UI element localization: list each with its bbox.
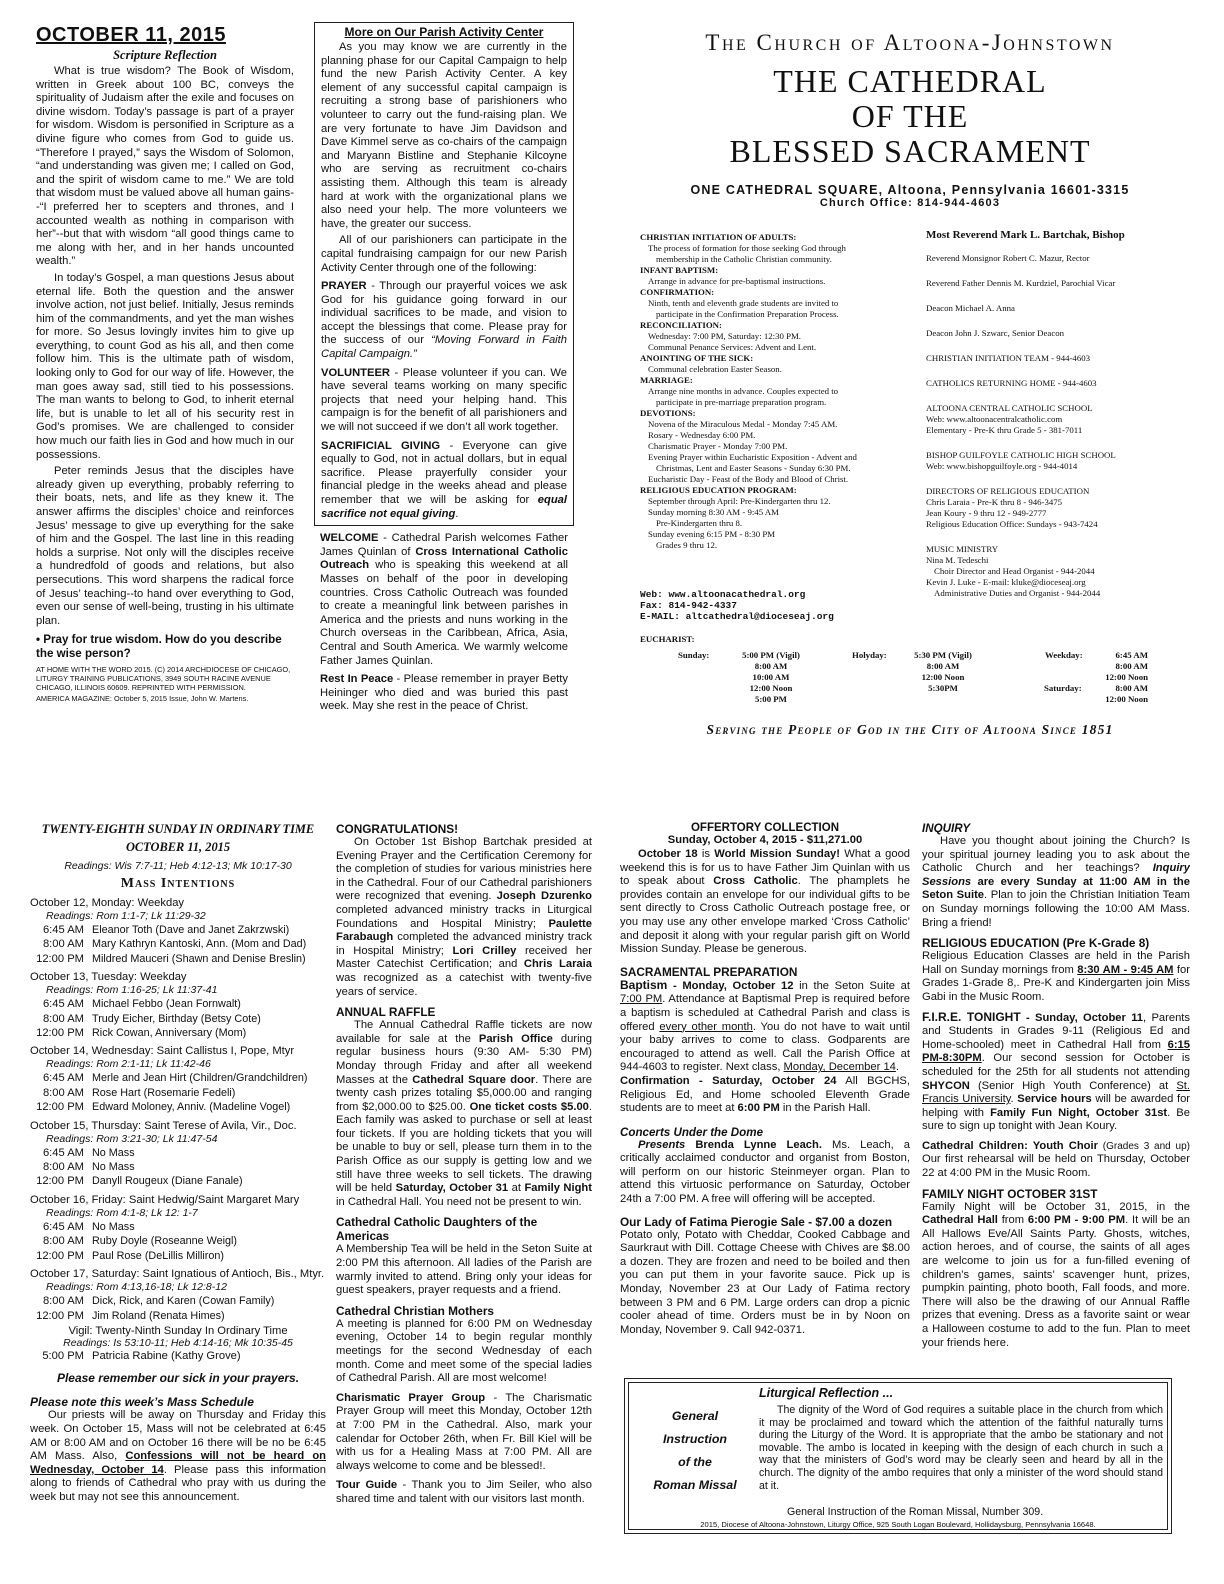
sacrament-line: Pre-Kindergarten thru 8.	[656, 518, 743, 528]
liturgical-source: General Instruction of the Roman Missal, Number 309.	[787, 1506, 1044, 1518]
mass-intentions-column	[30, 822, 326, 1540]
reflection-paragraph: In today’s Gospel, a man questions Jesus about eternal life. Both the question and the answer involve action, not just belief. Initially, Jesus reminds him of the commandments, and yet the man wishes for more. So Jesus lovingly invites him to give up everything, to count God as his all, and then come follow him. This is the ultimate path of wisdom, looking only to God for our way of life. However, the man goes away sad, still tied to his possessions. The man wants to belong to God, to inherit eternal life, but is unable to let all of his security rest in God’s promises. We are challenged to consider how much our faith lies in God and how much in our possessions.	[36, 271, 294, 461]
sacrament-heading: RELIGIOUS EDUCATION PROGRAM:	[640, 485, 797, 495]
mass-day-title: October 14, Wednesday: Saint Callistus I, Pope, Mtyr	[30, 1045, 295, 1058]
mass-day-title: October 13, Tuesday: Weekday	[30, 971, 187, 984]
sacrament-heading: DEVOTIONS:	[640, 408, 696, 418]
mass-intention-row	[30, 1220, 326, 1234]
sacrament-line: Sunday morning 8:30 AM - 9:45 AM	[648, 507, 779, 517]
mass-intention: Rick Cowan, Anniversary (Mom)	[92, 1027, 247, 1040]
sacrament-line: participate in pre-marriage preparation program.	[656, 397, 827, 407]
saturday-label: Saturday:	[1044, 683, 1082, 693]
mass-intention: Michael Febbo (Jean Fornwalt)	[92, 998, 241, 1011]
mass-day	[30, 1044, 326, 1114]
sacrament-line: participate in the Confirmation Preparation Process.	[656, 309, 839, 319]
mass-day-title: October 17, Saturday: Saint Ignatious of Antioch, Bis., Mtyr.	[30, 1268, 325, 1281]
web-link[interactable]: Web: www.altoonacathedral.org	[640, 589, 806, 600]
mass-time: 6:45 AM	[42, 924, 84, 936]
vigil-title: Vigil: Twenty-Ninth Sunday In Ordinary Time	[68, 1324, 288, 1337]
mass-day-readings: Readings: Rom 4:1-8; Lk 12: 1-7	[46, 1206, 198, 1219]
mass-day	[30, 1119, 326, 1189]
mass-intention-row	[30, 1294, 326, 1308]
rest-in-peace-paragraph: Rest In Peace - Please remember in prayer Betty Heininger who died and was buried this past week. May she rest in the peace of Christ.	[320, 673, 568, 713]
mass-intention: Jim Roland (Renata Himes)	[92, 1309, 225, 1322]
activity-paragraph: As you may know we are currently in the planning phase for our Capital Campaign to help fund the new Parish Activity Center. A key element of any successful capital campaign is recruiting a strong base of parishioners who volunteer to carry out the fund-raising plan. We are very fortunate to have Jim Davidson and Dave Kimmel serve as co-chairs of the campaign and Maryann Bistline and Stephanie Kilcoyne who are serving as recruitment co-chairs assisting them. Although this team is already hard at work with the organizational plans we also need your help. The more volunteers we have, the greater our success.	[321, 41, 567, 230]
mass-time: 5:30 PM (Vigil)	[914, 650, 972, 660]
prayer-paragraph: PRAYER - Through our prayerful voices we ask God for his guidance going forward in our individual sacrifices to be made, and vision to accept the blessings that come. Please pray for the success of our “Moving Forward in Faith Capital Campaign.”	[321, 280, 567, 361]
sacrament-heading: CHRISTIAN INITIATION OF ADULTS:	[640, 232, 797, 242]
vigil-readings: Readings: Is 53:10-11; Heb 4:14-16; Mk 10:35-45	[63, 1336, 293, 1349]
sacraments-list	[640, 232, 902, 577]
dre-block: DIRECTORS OF RELIGIOUS EDUCATION Chris Laraia - Pre-K thru 8 - 946-3475 Jean Koury - 9 thru 12 - 949-2777 Religious Education Office: Sundays - 943-7424	[926, 486, 1098, 529]
mass-time: 6:45 AM	[42, 1220, 84, 1233]
weekday-times	[1080, 650, 1148, 683]
staff-member: Deacon Michael A. Anna	[926, 303, 1015, 313]
mass-intention: Mildred Mauceri (Shawn and Denise Breslin)	[92, 952, 306, 965]
bishop: Most Reverend Mark L. Bartchak, Bishop	[926, 230, 1125, 241]
mass-intention-row	[30, 1012, 326, 1026]
mass-time: 8:00 AM	[42, 1086, 84, 1099]
mass-time: 8:00 AM	[42, 1161, 84, 1174]
offertory-amount: Sunday, October 4, 2015 - $11,271.00	[667, 834, 863, 846]
mass-day-readings: Readings: Rom 1:16-25; Lk 11:37-41	[46, 984, 218, 997]
mass-day-title: October 16, Friday: Saint Hedwig/Saint Margaret Mary	[30, 1193, 300, 1206]
masthead	[630, 30, 1190, 245]
cathedral-title: OF THE	[851, 98, 969, 134]
mass-time: 12:00 PM	[36, 952, 84, 965]
mass-time: 5:30PM	[928, 683, 958, 693]
saturday-times	[1080, 683, 1148, 705]
email-link[interactable]: E-MAIL: altcathedral@dioceseaj.org	[640, 611, 834, 622]
activity-center-title: More on Our Parish Activity Center	[344, 25, 544, 39]
mass-intention: No Mass	[92, 1161, 135, 1174]
mass-time: 12:00 PM	[36, 1175, 84, 1188]
mass-intention: Mary Kathryn Kantoski, Ann. (Mom and Dad)	[92, 938, 307, 951]
mass-time: 8:00 AM	[926, 661, 960, 671]
church-name: The Church of Altoona-Johnstown	[705, 30, 1115, 55]
mass-time: 12:00 Noon	[749, 683, 793, 693]
mass-day-readings: Readings: Rom 4:13,16-18; Lk 12:8-12	[46, 1281, 227, 1294]
tour-guide-text: Tour Guide - Thank you to Jim Seiler, who also shared time and talent with our visitors last month.	[336, 1479, 592, 1505]
pierogie-title: Our Lady of Fatima Pierogie Sale - $7.00 a dozen	[620, 1214, 893, 1229]
mass-time: 6:45 AM	[42, 1072, 84, 1085]
mass-time: 8:00 AM	[1115, 683, 1148, 693]
sacrament-line: Eucharistic Day - Feast of the Body and Blood of Christ.	[648, 474, 849, 484]
mass-time: 8:00 AM	[42, 1295, 84, 1308]
mass-days	[30, 896, 326, 1323]
mass-time: 6:45 AM	[1115, 650, 1148, 660]
contact-block	[640, 589, 920, 635]
mass-intention: No Mass	[92, 1220, 135, 1233]
volunteer-paragraph: VOLUNTEER - Please volunteer if you can. We have several teams working on many specific projects that need your helping hand. This campaign is for the benefit of all parishioners and we will not succeed if we don’t all work together.	[321, 366, 567, 434]
sacrament-heading: CONFIRMATION:	[640, 287, 715, 297]
mass-intention-row	[30, 1146, 326, 1160]
sacrament-line: membership in the Catholic Christian community.	[656, 254, 832, 264]
vigil-intention: 5:00 PM Patricia Rabine (Kathy Grove)	[42, 1349, 241, 1362]
announcements-column	[336, 822, 592, 1544]
reflection-question: • Pray for true wisdom. How do you describe the wise person?	[36, 633, 282, 660]
mass-day	[30, 1193, 326, 1263]
mass-intention: Paul Rose (DeLillis Milliron)	[92, 1249, 224, 1262]
staff-list	[926, 230, 1196, 610]
sacrificial-paragraph: SACRIFICIAL GIVING - Everyone can give equally to God, not in actual dollars, but in equal sacrifice. Please prayerfully consider your financial pledge in the weeks ahead and please remember that we will be asking for equal sacrifice not equal giving.	[321, 439, 567, 520]
mass-day	[30, 1267, 326, 1323]
sacrament-line: Sunday evening 6:15 PM - 8:30 PM	[648, 529, 776, 539]
serving-tagline: Serving the People of God in the City of Altoona Since 1851	[706, 722, 1114, 737]
family-night-text: Family Night will be October 31, 2015, in the Cathedral Hall from 6:00 PM - 9:00 PM. It will be an All Hallows Eve/All Saints Party. Ghosts, witches, action heroes, and of course, the saints of all ages are welcome to join us for a fun-filled evening of children’s games, saints’ scavenger hunt, prizes, pumpkin painting, photo booth, Fall foods, and more. There will also be the drawing of our Annual Raffle prizes that evening. Dress as a favorite saint or wear a Halloween costume to add to the fun. Plan to meet your friends here.	[922, 1200, 1190, 1349]
sacrament-line: Christmas, Lent and Easter Seasons - Sunday 6:30 PM.	[656, 463, 851, 473]
mass-time: 6:45 AM	[42, 998, 84, 1011]
mass-day	[30, 896, 326, 966]
mass-day-title: October 15, Thursday: Saint Terese of Avila, Vir., Doc.	[30, 1119, 297, 1132]
pierogie-text: Potato only, Potato with Cheddar, Cooked Cabbage and Saurkraut with Dill. Cottage Cheese with Chives are $8.00 a dozen. They are frozen and need to be boiled and then you can put them in your favorite sauce. Pick up is Monday, November 23 at Our Lady of Fatima rectory between 3 PM and 6 PM. Large orders can drop a picnic cooler ahead of time. Orders must be in by Noon on Monday, November 9. Call 942-0371.	[620, 1228, 910, 1336]
mothers-text: A meeting is planned for 6:00 PM on Wednesday evening, October 14 to begin regular monthly meetings for the second Wednesday of each month. Come and meet some of the special ladies of Cathedral Parish. All are most welcome!	[336, 1317, 592, 1385]
inquiry-text: Have you thought about joining the Church? Is your spiritual journey leading you to ask about the Catholic Church and her teachings? Inquiry Sessions are every Sunday at 11:00 AM in the Seton Suite. Plan to join the Christian Initiation Team on Sunday mornings following the 10:00 AM Mass. Bring a friend!	[922, 835, 1190, 929]
mass-time: 10:00 AM	[752, 672, 790, 682]
eucharist-schedule	[640, 634, 1160, 712]
mass-time: 6:45 AM	[42, 1146, 84, 1159]
mass-intention-row	[30, 923, 326, 937]
america-magazine-credit: AMERICA MAGAZINE: October 5, 2015 Issue, John W. Martens.	[36, 693, 249, 703]
reflection-paragraph: What is true wisdom? The Book of Wisdom, written in Greek about 100 BC, conveys the spirituality of Judaism after the exile and focuses on divine wisdom. Today’s passage is part of a prayer for wisdom. Wisdom is personified in Scripture as a divine figure who comes from God to guide us. “Therefore I prayed,” says the Wisdom of Solomon, “and understanding was given me; I called on God, and the spirit of wisdom came to me.” We are told that wisdom must be valued above all human gains--“I preferred her to scepters and thrones, and I accounted wealth as nothing in comparison with her”--but that with wisdom “all good things came to me along with her, and in her hands uncounted wealth.”	[36, 65, 294, 268]
sacrament-heading: MARRIAGE:	[640, 375, 693, 385]
issue-date: OCTOBER 11, 2015	[36, 24, 226, 46]
liturgical-text: The dignity of the Word of God requires a suitable place in the church from which it may be proclaimed and toward which the attention of the faithful naturally turns during the Liturgy of the Word. It is appropriate that the ambo be stationary and not movable. The ambo is located in keeping with the design of each church in such a way that the ministers of God’s word may be clearly seen and heard by all in the church. The dignity of the ambo requires that only a minister of the word should stand at it.	[759, 1404, 1163, 1492]
sacrament-line: Rosary - Wednesday 6:00 PM.	[648, 430, 756, 440]
reflection-paragraph: Peter reminds Jesus that the disciples have already given up everything, probably referring to their boats, nets, and life as they knew it. The answer affirms the disciples’ choice and reinforces Jesus’ message to give up everything for the sake of him and the Gospel. The last line in this reading holds a surprise. Not only will the disciples receive a hundredfold of goods and relations, but also persecutions. This word sharpens the radical force of Jesus’ teaching--to hand over everything to God, even our sense of well-being, trusting in his ultimate plan.	[36, 465, 294, 627]
mass-time: 8:00 AM	[1115, 661, 1148, 671]
youth-choir-text: Cathedral Children: Youth Choir (Grades 3 and up) Our first rehearsal will be held on Thursday, October 22 at 4:00 PM in the Music Room.	[922, 1139, 1190, 1180]
mass-day-readings: Readings: Rom 3:21-30; Lk 11:47-54	[46, 1132, 218, 1145]
sacrament-line: Novena of the Miraculous Medal - Monday 7:45 AM.	[648, 419, 838, 429]
mass-intention: No Mass	[92, 1146, 135, 1159]
cathedral-title: BLESSED SACRAMENT	[729, 133, 1091, 169]
liturgical-reflection-box	[624, 1378, 1172, 1534]
mass-time: 12:00 PM	[36, 1309, 84, 1322]
address: ONE CATHEDRAL SQUARE, Altoona, Pennsylvania 16601-3315	[690, 183, 1130, 197]
mass-intention-row	[30, 997, 326, 1011]
staff-member: Reverend Father Dennis M. Kurdziel, Parochial Vicar	[926, 278, 1116, 288]
sacrament-line: Ninth, tenth and eleventh grade students are invited to	[648, 298, 839, 308]
mass-intention-row	[30, 1160, 326, 1174]
weekday-label: Weekday:	[1045, 650, 1083, 660]
sacrament-heading: RECONCILIATION:	[640, 320, 722, 330]
liturgical-footer: 2015, Diocese of Altoona-Johnstown, Liturgy Office, 925 South Logan Boulevard, Hollidaysburg, Pennsylvania 16648.	[700, 1520, 1096, 1529]
sunday-times	[726, 650, 816, 705]
mass-time: 8:00 AM	[754, 661, 788, 671]
daughters-title: Cathedral Catholic Daughters of the Americas	[336, 1215, 538, 1244]
mass-intention: Eleanor Toth (Dave and Janet Zakrzwski)	[92, 924, 290, 936]
mass-intention-row	[30, 1309, 326, 1323]
sacramental-prep-title: SACRAMENTAL PREPARATION	[620, 964, 798, 979]
mass-time: 8:00 AM	[42, 1012, 84, 1025]
congrats-title: CONGRATULATIONS!	[336, 822, 459, 836]
mass-intention-row	[30, 1071, 326, 1085]
music-block: MUSIC MINISTRY Nina M. Tedeschi Choir Director and Head Organist - 944-2044 Kevin J. Luke - E-mail: kluke@dioceseaj.org Administrative Duties and Organist - 944-2044	[926, 544, 1101, 598]
inquiry-column	[922, 822, 1190, 1370]
sacrament-line: Charismatic Prayer - Monday 7:00 PM.	[648, 441, 788, 451]
mass-day-title: October 12, Monday: Weekday	[30, 897, 185, 909]
gir-label: General Instruction of the Roman Missal	[653, 1409, 737, 1492]
welcome-paragraph: WELCOME - Cathedral Parish welcomes Father James Quinlan of Cross International Catholic Outreach who is speaking this weekend at all Masses on behalf of the poor in developing countries. Cross Catholic Outreach was founded to create a meaningful link between parishes in America and the priests and nuns working in the Church overseas in the Caribbean, Africa, Asia, Central and South America. We warmly welcome Father James Quinlan.	[320, 532, 568, 667]
mass-time: 8:00 AM	[42, 1235, 84, 1248]
congrats-text: On October 1st Bishop Bartchak presided at Evening Prayer and the Certification Ceremony for the completion of studies for various ministries here in the Cathedral. Four of our Cathedral parishioners were recognized that evening. Joseph Dzurenko completed advanced ministry tracks in Liturgical Foundations and Hospital Ministry; Paulette Farabaugh completed the advanced ministry track in Hospital Ministry; Lori Crilley received her Master Catechist Certification; and Chris Laraia was recognized as a catechist with twenty-five years of service.	[336, 836, 592, 998]
mass-intention: Merle and Jean Hirt (Children/Grandchildren)	[92, 1072, 308, 1085]
fax-number: Fax: 814-942-4337	[640, 600, 737, 611]
offertory-text: October 18 is World Mission Sunday! What a good weekend this is for us to have Father Jim Quinlan with us to speak about Cross Catholic. The phamplets he provides contain an envelope for our individual gifts to be sent directly to Cross Catholic Outreach postage free, or you may use any other envelope marked ‘Cross Catholic’ and deposit it along with your regular parish gift on World Mission Sunday. Please be generous.	[620, 848, 910, 956]
high-school-block: BISHOP GUILFOYLE CATHOLIC HIGH SCHOOL Web: www.bishopguilfoyle.org - 944-4014	[926, 450, 1116, 471]
sacrament-line: Grades 9 thru 12.	[656, 540, 718, 550]
mass-intention-row	[30, 952, 326, 966]
mass-time: 8:00 AM	[42, 938, 84, 951]
mass-intention: Edward Moloney, Anniv. (Madeline Vogel)	[92, 1101, 291, 1114]
sacrament-line: September through April: Pre-Kindergarten thru 12.	[648, 496, 831, 506]
sunday-label: Sunday:	[678, 650, 710, 660]
sunday-title: TWENTY-EIGHTH SUNDAY IN ORDINARY TIME	[41, 822, 315, 836]
mass-intention: Danyll Rougeux (Diane Fanale)	[92, 1175, 243, 1188]
sick-prayer: Please remember our sick in your prayers.	[56, 1371, 300, 1386]
sacrament-heading: INFANT BAPTISM:	[640, 265, 719, 275]
mass-intention-row	[30, 1026, 326, 1040]
school-block: ALTOONA CENTRAL CATHOLIC SCHOOL Web: www.altoonacentralcatholic.com Elementary - Pre-K thru Grade 5 - 381-7011	[926, 403, 1093, 435]
sacrament-heading: ANOINTING OF THE SICK:	[640, 353, 754, 363]
mass-time: 12:00 PM	[36, 1027, 84, 1040]
charismatic-text: Charismatic Prayer Group - The Charismatic Prayer Group will meet this Monday, October 12th at 7:00 PM in the Cathedral. Also, mark your calendar for October 26th, when Fr. Bill Kiel will be with us for a Healing Mass at 7:00 PM. All are always welcome to come and be blessed!.	[336, 1391, 592, 1472]
holyday-label: Holyday:	[852, 650, 887, 660]
holyday-times	[898, 650, 988, 694]
church-office-phone: Church Office: 814-944-4603	[819, 197, 1001, 209]
mass-time: 5:00 PM (Vigil)	[742, 650, 800, 660]
sacrament-line: Communal celebration Easter Season.	[648, 364, 782, 374]
daughters-text: A Membership Tea will be held in the Seton Suite at 2:00 PM this afternoon. All ladies of the Parish are warmly invited to attend. Bring only your ideas for guest speakers, prayer requests and a friend.	[336, 1243, 592, 1297]
mass-intention: Trudy Eicher, Birthday (Betsy Cote)	[92, 1012, 261, 1025]
cathedral-title: THE CATHEDRAL	[773, 63, 1047, 99]
religious-ed-title: RELIGIOUS EDUCATION (Pre K-Grade 8)	[922, 936, 1150, 951]
religious-ed-text: Religious Education Classes are held in the Parish Hall on Sunday mornings from 8:30 AM - 9:45 AM for Grades 1-Grade 8,. Pre-K and Kindergarten join Miss Gabi in the Music Room.	[922, 950, 1190, 1003]
sacrament-line: The process of formation for those seeking God through	[648, 243, 846, 253]
mass-intention-row	[30, 937, 326, 951]
mass-time: 12:00 Noon	[1105, 694, 1148, 704]
offertory-title: OFFERTORY COLLECTION	[690, 822, 839, 834]
mass-intention-row	[30, 1086, 326, 1100]
mothers-title: Cathedral Christian Mothers	[336, 1303, 494, 1318]
mass-intention: Dick, Rick, and Karen (Cowan Family)	[92, 1295, 275, 1308]
sacrament-line: Arrange nine months in advance. Couples expected to	[648, 386, 839, 396]
family-night-title: FAMILY NIGHT OCTOBER 31ST	[922, 1186, 1098, 1201]
mass-intention-row	[30, 1174, 326, 1188]
mass-intention-row	[30, 1100, 326, 1114]
mass-intention: Ruby Doyle (Roseanne Weigl)	[92, 1235, 238, 1248]
liturgical-title: Liturgical Reflection ...	[759, 1386, 894, 1400]
mass-day-readings: Readings: Rom 2:1-11; Lk 11:42-46	[46, 1058, 211, 1071]
sunday-readings: Readings: Wis 7:7-11; Heb 4:12-13; Mk 10:17-30	[64, 860, 292, 872]
inquiry-title: INQUIRY	[922, 822, 971, 835]
mass-day-readings: Readings: Rom 1:1-7; Lk 11:29-32	[46, 910, 206, 922]
concerts-text: Presents Brenda Lynne Leach. Ms. Leach, a critically acclaimed conductor and organist from Boston, will perform on our historic Steinmeyer organ. Plan to attend this virtuosic performance on Saturday, October 24th a 7:00 PM. A free will offering will be accepted.	[620, 1138, 910, 1206]
mass-time: 12:00 PM	[36, 1101, 84, 1114]
sacrament-line: Wednesday: 7:00 PM, Saturday: 12:30 PM.	[648, 331, 801, 341]
staff-member: CATHOLICS RETURNING HOME - 944-4603	[926, 378, 1097, 388]
schedule-note-title: Please note this week’s Mass Schedule	[30, 1395, 254, 1410]
mass-day	[30, 970, 326, 1040]
raffle-title: ANNUAL RAFFLE	[336, 1005, 436, 1020]
staff-member: CHRISTIAN INITIATION TEAM - 944-4603	[926, 353, 1091, 363]
eucharist-label: EUCHARIST:	[640, 634, 695, 644]
staff-member: Deacon John J. Szwarc, Senior Deacon	[926, 328, 1065, 338]
fire-text: F.I.R.E. TONIGHT - Sunday, October 11, Parents and Students in Grades 9-11 (Religious Ed and Home-schooled) meet in Cathedral Hall from 6:15 PM-8:30PM. Our second session for October is scheduled for the 25th for all students not attending SHYCON (Senior High Youth Conference) at St. Francis University. Service hours will be awarded for helping with Family Fun Night, October 31st. Be sure to sign up tonight with Jean Koury.	[922, 1009, 1190, 1133]
mass-intention: Rose Hart (Rosemarie Fedeli)	[92, 1086, 236, 1099]
raffle-text: The Annual Cathedral Raffle tickets are now available for sale at the Parish Office during regular business hours (9:30 AM- 5:30 PM) Monday through Friday and after all weekend Masses at the Cathedral Square door. There are twenty cash prizes totaling $5,000.00 and ranging from $2,000.00 to $25.00. One ticket costs $5.00. Each family was asked to purchase or sell at least four tickets. If you are holding tickets that you will be unable to buy or sell, please turn them in to the Parish Office as our supply is getting low and we still have three weeks to sell tickets. The drawing will be held Saturday, October 31 at Family Night in Cathedral Hall. You need not be present to win.	[336, 1019, 592, 1208]
activity-center-box	[314, 22, 574, 526]
mass-time: 5:00 PM	[754, 694, 787, 704]
sacrament-line: Communal Penance Services: Advent and Lent.	[648, 342, 817, 352]
sunday-date: OCTOBER 11, 2015	[125, 840, 231, 854]
scripture-reflection-heading: Scripture Reflection	[113, 48, 217, 62]
scripture-column	[36, 24, 294, 744]
staff-member: Reverend Monsignor Robert C. Mazur, Rector	[926, 253, 1090, 263]
confirmation-text: Confirmation - Saturday, October 24 All BGCHS, Religious Ed, and Home schooled Eleventh Grade students are to meet at 6:00 PM in the Parish Hall.	[620, 1074, 910, 1115]
mass-intention-row	[30, 1249, 326, 1263]
mass-intentions-heading: Mass Intentions	[120, 876, 236, 891]
mass-time: 12:00 Noon	[1105, 672, 1148, 682]
baptism-text: Baptism - Monday, October 12 in the Seton Suite at 7:00 PM. Attendance at Baptismal Prep is required before a baptism is scheduled at Cathedral Parish and class is offered every other month. You do not have to wait until your baby arrives to come to class. Godparents are encouraged to attend as well. Call the Parish Office at 944-4603 to register. Next class, Monday, December 14.	[620, 977, 910, 1074]
schedule-note: Our priests will be away on Thursday and Friday this week. On October 15, Mass will not be celebrated at 6:45 AM or 8:00 AM and on October 16 there will be no be 6:45 AM Mass. Also, Confessions will not be heard on Wednesday, October 14. Please pass this information along to friends of Cathedral who pray with us during the week but may not see this announcement.	[30, 1409, 326, 1503]
mass-time: 12:00 Noon	[921, 672, 965, 682]
activity-column	[314, 22, 574, 752]
mass-intention-row	[30, 1234, 326, 1248]
concerts-title: Concerts Under the Dome	[620, 1125, 764, 1139]
activity-paragraph: All of our parishioners can participate in the capital fundraising campaign for our new Parish Activity Center through one of the following:	[321, 234, 567, 274]
sacrament-line: Evening Prayer within Eucharistic Exposition - Advent and	[648, 452, 857, 462]
offertory-column	[620, 822, 910, 1370]
mass-time: 12:00 PM	[36, 1249, 84, 1262]
copyright-notice: AT HOME WITH THE WORD 2015. (C) 2014 ARCHDIOCESE OF CHICAGO, LITURGY TRAINING PUBLICATIONS, 3949 SOUTH RACINE AVENUE CHICAGO, ILLINOIS 60609. REPRINTED WITH PERMISSION.	[36, 664, 291, 692]
sacrament-line: Arrange in advance for pre-baptismal instructions.	[648, 276, 826, 286]
